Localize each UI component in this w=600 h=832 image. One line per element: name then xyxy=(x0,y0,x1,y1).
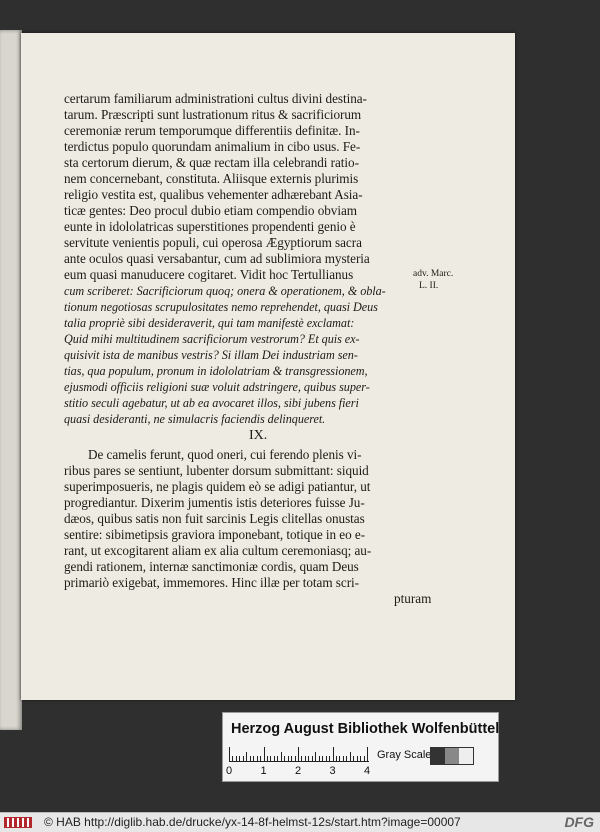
text-line: rant, ut excogitarent aliam ex alia cultum ceremoniasq; au- xyxy=(64,543,372,558)
ruler-tick xyxy=(343,756,344,761)
text-line: ejusmodi officiis religioni suæ voluit adstringere, quibus super- xyxy=(64,380,370,394)
color-calibration-card xyxy=(222,712,499,782)
text-line: terdictus populo quorundam animalium in cibo usus. Fe- xyxy=(64,139,361,154)
text-line: tias, qua populum, pronum in idololatriam & transgressionem, xyxy=(64,364,368,378)
ruler-tick xyxy=(236,756,237,761)
ruler-number: 4 xyxy=(364,765,371,777)
ruler-tick xyxy=(364,756,365,761)
ruler-tick xyxy=(360,756,361,761)
gray-scale-label: Gray Scale xyxy=(377,749,432,761)
ruler-tick xyxy=(339,756,340,761)
ruler-tick xyxy=(333,747,334,761)
ruler-tick xyxy=(329,756,330,761)
scale-ruler xyxy=(229,745,369,762)
ruler-tick xyxy=(270,756,271,761)
text-line: primariò exigebat, immemores. Hinc illæ per totam scri- xyxy=(64,575,359,590)
text-line: ceremoniæ rerum temporumque differentiis definitæ. In- xyxy=(64,123,360,138)
dfg-logo: DFG xyxy=(564,814,594,830)
previous-page-edge xyxy=(0,30,22,730)
ruler-tick xyxy=(367,747,368,761)
text-line: ante oculos quasi versabantur, cum ad sublimiora mysteria xyxy=(64,251,370,266)
catchword: pturam xyxy=(394,591,432,606)
ruler-tick xyxy=(308,756,309,761)
ruler-tick xyxy=(319,756,320,761)
text-line: sentire: sibimetipsis graviora imponebant, totique in eo e- xyxy=(64,527,366,542)
text-line: quasi desideranti, ne simulacris faciendis delinqueret. xyxy=(64,412,326,426)
ruler-tick xyxy=(291,756,292,761)
text-line: eunte in idololatricas superstitiones propendenti genio è xyxy=(64,219,356,234)
book-page xyxy=(21,33,515,700)
text-line: ribus pares se sentiunt, lubenter dorsum submittant: siquid xyxy=(64,463,369,478)
source-url[interactable]: © HAB http://diglib.hab.de/drucke/yx-14-8f-helmst-12s/start.htm?image=00007 xyxy=(44,815,461,829)
text-line: stitio seculi agebatur, ut ab ea avocaret illos, sibi jubens fieri xyxy=(64,396,359,410)
ruler-tick xyxy=(257,756,258,761)
hab-logo-icon xyxy=(4,817,32,828)
text-line: Quid mihi multitudinem sacrificiorum vestrorum? Et quis ex- xyxy=(64,332,360,346)
text-line: servitute venientis populi, cui operosa Ægyptiorum sacra xyxy=(64,235,362,250)
ruler-tick xyxy=(232,756,233,761)
text-line: tarum. Præscripti sunt lustrationum ritus & sacrificiorum xyxy=(64,107,362,122)
text-line: sta certorum dierum, & quæ rectam illa celebrandi ratio- xyxy=(64,155,359,170)
ruler-tick xyxy=(312,756,313,761)
text-line: progrediantur. Dixerim jumentis istis deteriores fuisse Ju- xyxy=(64,495,365,510)
ruler-tick xyxy=(315,752,316,761)
ruler-number: 0 xyxy=(226,765,233,777)
ruler-tick xyxy=(281,752,282,761)
ruler-tick xyxy=(301,756,302,761)
section-heading: IX. xyxy=(249,428,268,443)
ruler-tick xyxy=(305,756,306,761)
ruler-tick xyxy=(326,756,327,761)
ruler-tick xyxy=(267,756,268,761)
ruler-tick xyxy=(239,756,240,761)
ruler-tick xyxy=(284,756,285,761)
ruler-tick xyxy=(253,756,254,761)
text-line: nem concernebant, constituta. Aliisque externis plurimis xyxy=(64,171,359,186)
ruler-tick xyxy=(243,756,244,761)
ruler-tick xyxy=(277,756,278,761)
viewer-footer xyxy=(0,812,600,832)
text-line: dæos, quibus satis non fuit sarcinis Legis clitellas onustas xyxy=(64,511,365,526)
ruler-tick xyxy=(350,752,351,761)
text-line: ticæ gentes: Deo procul dubio etiam compendio obviam xyxy=(64,203,357,218)
ruler-number: 2 xyxy=(295,765,302,777)
text-line: eum quasi manuducere cogitaret. Vidit hoc Tertullianus xyxy=(64,267,354,282)
ruler-tick xyxy=(250,756,251,761)
text-line: religio vestita est, qualibus vehementer adhærebant Asia- xyxy=(64,187,363,202)
ruler-tick xyxy=(353,756,354,761)
ruler-tick xyxy=(322,756,323,761)
ruler-number: 1 xyxy=(260,765,267,777)
ruler-number: 3 xyxy=(329,765,336,777)
ruler-tick xyxy=(274,756,275,761)
margin-note-book: L. II. xyxy=(419,281,439,291)
ruler-tick xyxy=(357,756,358,761)
text-line: gendi rationem, internæ sanctimoniæ cordis, quam Deus xyxy=(64,559,359,574)
ruler-tick xyxy=(229,747,230,761)
ruler-tick xyxy=(246,752,247,761)
text-line: talia propriè sibi desideraverit, qui tam manifestè exclamat: xyxy=(64,316,355,330)
ruler-tick xyxy=(298,747,299,761)
ruler-tick xyxy=(288,756,289,761)
ruler-tick xyxy=(295,756,296,761)
ruler-tick xyxy=(260,756,261,761)
text-line: certarum familiarum administrationi cultus divini destina- xyxy=(64,91,367,106)
library-name: Herzog August Bibliothek Wolfenbüttel xyxy=(231,721,500,737)
text-line: cum scriberet: Sacrificiorum quoq; onera & operationem, & obla- xyxy=(64,284,386,298)
text-line: De camelis ferunt, quod oneri, cui ferendo plenis vi- xyxy=(88,447,362,462)
gray-scale-strip xyxy=(430,747,474,765)
text-line: superimposueris, ne plagis quidem eò se adigi patiantur, ut xyxy=(64,479,371,494)
ruler-tick xyxy=(264,747,265,761)
ruler-tick xyxy=(346,756,347,761)
text-line: quisivit ista de manibus vestris? Si illam Dei industriam sen- xyxy=(64,348,358,362)
ruler-tick xyxy=(336,756,337,761)
text-line: tionum negotiosas scrupulositates nemo reprehendet, quasi Deus xyxy=(64,300,378,314)
margin-note-ref: adv. Marc. xyxy=(413,269,454,279)
